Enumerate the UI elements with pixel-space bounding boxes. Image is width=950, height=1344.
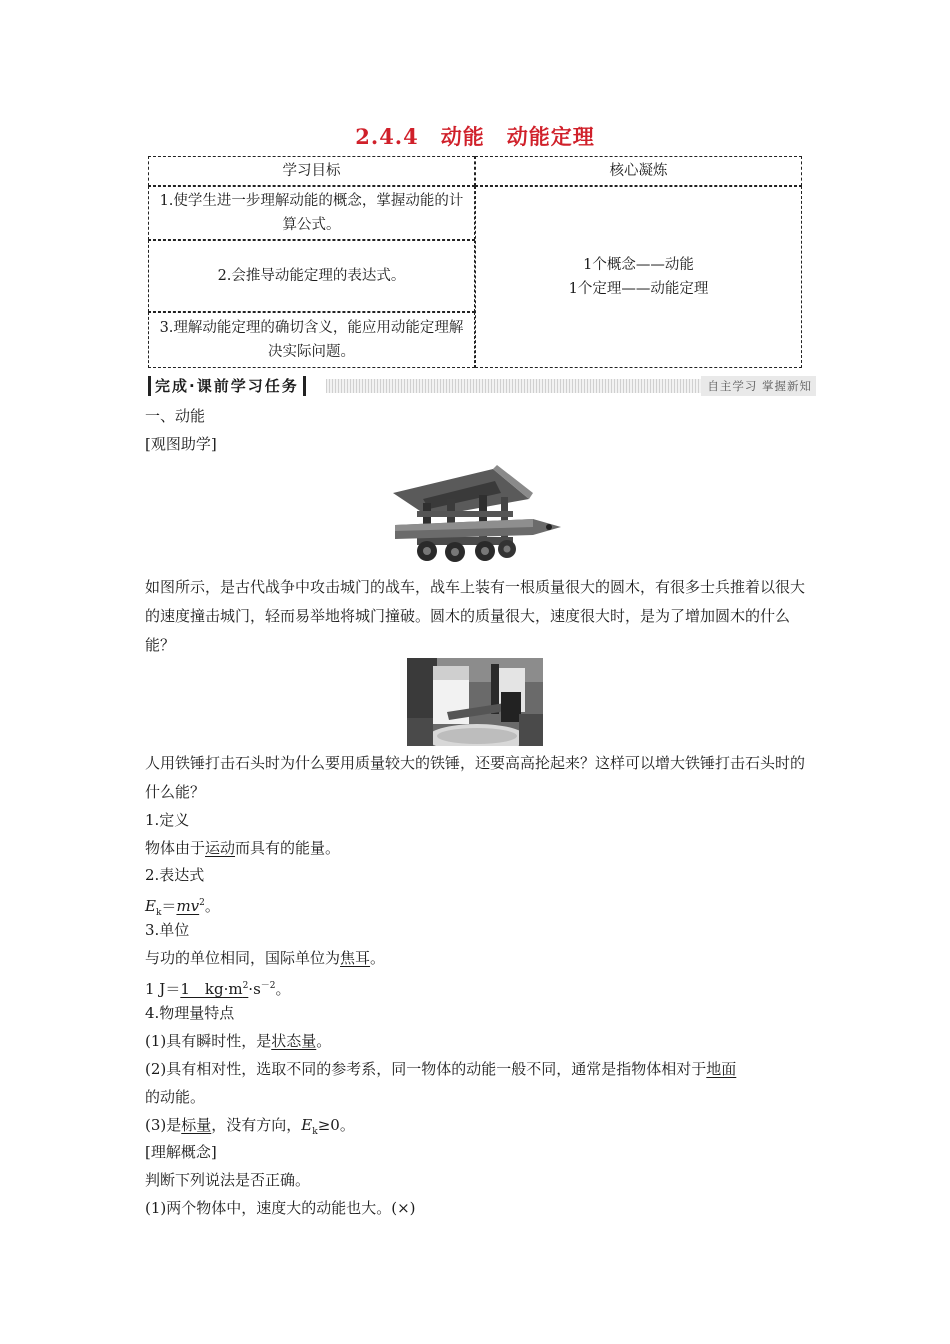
core-header: 核心凝炼 [475, 156, 802, 186]
blank-answer: 1 $kg\cdot m^2$ [180, 980, 249, 998]
battering-ram-chariot-image [383, 463, 565, 563]
blank-answer: 状态量 [271, 1032, 317, 1050]
unit-text: 与功的单位相同，国际单位为焦耳。 [145, 949, 386, 967]
hammer-stone-image [407, 658, 543, 746]
definition-text: 物体由于运动而具有的能量。 [145, 839, 341, 857]
expression-formula: $E_k=mv^2$。 [145, 897, 220, 918]
blank-answer: 标量 [181, 1116, 212, 1134]
judgement-item: (1)两个物体中，速度大的动能也大。(×) [145, 1199, 416, 1217]
blank-answer: mv [176, 897, 200, 915]
hammer-paragraph: 人用铁锤打击石头时为什么要用质量较大的铁锤，还要高高抡起来？这样可以增大铁锤打击石头时的什么能？ [145, 754, 806, 801]
features-heading: 4.物理量特点 [145, 1004, 235, 1022]
page-title: 2.4.4 动能 动能定理 [355, 124, 595, 149]
unit-conversion: 1 J＝1 $kg\cdot m^2\cdot s^{-2}$。 [145, 980, 291, 998]
understand-intro: 判断下列说法是否正确。 [145, 1171, 311, 1189]
feature-item: (1)具有瞬时性，是状态量。 [145, 1032, 332, 1050]
objective-item: 3.理解动能定理的确切含义，能应用动能定理解决实际问题。 [148, 312, 475, 368]
feature-item: (2)具有相对性，选取不同的参考系，同一物体的动能一般不同，通常是指物体相对于地面 的动能。 [145, 1060, 737, 1106]
core-line: 1个概念——动能 [583, 257, 694, 273]
objectives-header: 学习目标 [148, 156, 475, 186]
unit-heading: 3.单位 [145, 921, 190, 939]
banner-subtitle: 自主学习 掌握新知 [701, 376, 816, 396]
objective-item: 1.使学生进一步理解动能的概念，掌握动能的计算公式。 [148, 186, 475, 240]
banner-title: 完成·课前学习任务 [148, 376, 306, 396]
core-summary [475, 186, 802, 368]
objective-item: 2.会推导动能定理的表达式。 [148, 240, 475, 312]
expression-heading: 2.表达式 [145, 866, 205, 884]
objectives-table [148, 156, 802, 368]
blank-answer: 焦耳 [340, 949, 371, 967]
feature-item: (3)是标量，没有方向，$E_k\ge 0$。 [145, 1116, 355, 1137]
understand-heading: [理解概念] [145, 1143, 217, 1161]
section-banner [148, 376, 816, 396]
blank-answer: 运动 [205, 839, 236, 857]
guide-label: [观图助学] [145, 435, 217, 453]
core-line: 1个定理——动能定理 [568, 281, 709, 297]
chariot-paragraph: 如图所示，是古代战争中攻击城门的战车，战车上装有一根质量很大的圆木，有很多士兵推着以很大的速度撞击城门，轻而易举地将城门撞破。圆木的质量很大，速度很大时，是为了增加圆木的什么能？ [145, 578, 806, 654]
section-heading: 一、动能 [145, 407, 206, 425]
blank-answer: 地面 [706, 1060, 737, 1078]
definition-heading: 1.定义 [145, 811, 190, 829]
